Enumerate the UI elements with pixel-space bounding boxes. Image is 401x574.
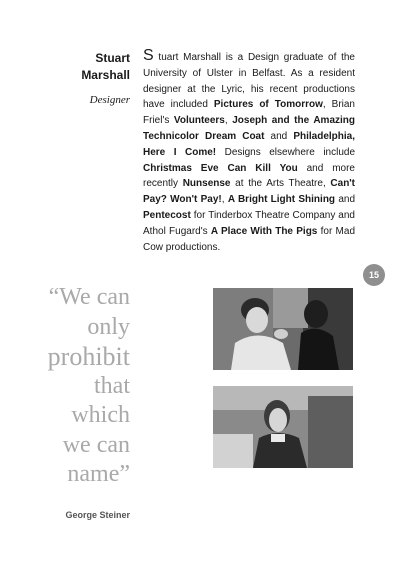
quote-author: George Steiner	[65, 510, 130, 520]
bio-production-title: Christmas Eve Can Kill You	[143, 162, 298, 174]
quote-line: prohibit	[47, 342, 130, 371]
bio-production-title: A Bright Light Shining	[227, 194, 336, 206]
quote-line: that	[94, 372, 130, 399]
bio-text-segment: and	[264, 130, 294, 142]
bio-production-title: A Place With The Pigs	[210, 225, 318, 237]
bio-text-segment: and more recently	[143, 162, 355, 190]
bio-text-segment: for Mad Cow productions.	[143, 225, 356, 253]
bio-text-segment: at the Arts Theatre,	[230, 178, 331, 190]
bio-dropcap: S	[143, 47, 154, 64]
photo-woman-portrait	[213, 386, 353, 468]
pull-quote	[20, 283, 130, 490]
bio-text-segment: Designs elsewhere include	[216, 146, 356, 158]
bio-production-title: Philadelphia, Here I Come!	[143, 130, 355, 158]
bio-text-segment: , Brian Friel's	[143, 99, 355, 127]
bio-text-segment: tuart Marshall is a Design graduate of the University of Ulster in Belfast. As a resident designer at the Lyric, his recent productions have included	[143, 52, 355, 111]
bio-production-title: Joseph and the Amazing Technicolor Dream Coat	[143, 115, 356, 142]
quote-line: name”	[67, 461, 130, 487]
bio-production-title: Volunteers	[173, 115, 225, 127]
page-number-badge: 15	[363, 264, 385, 286]
bio-production-title: Pictures of Tomorrow	[213, 99, 323, 111]
bio-production-title: Pentecost	[143, 209, 191, 221]
bio-text-segment: ,	[221, 194, 228, 206]
biography-text	[143, 47, 356, 255]
person-name	[60, 50, 130, 84]
bio-text-segment: ,	[224, 115, 233, 127]
quote-line: we can	[62, 431, 130, 458]
bio-text-segment: for Tinderbox Theatre Company and Athol Fugard's	[143, 209, 355, 237]
person-role: Designer	[89, 94, 130, 106]
bio-production-title: Nunsense	[182, 178, 231, 190]
bio-production-title: Can't Pay? Won't Pay!	[143, 178, 356, 206]
quote-line: which	[71, 402, 130, 428]
quote-line: only	[87, 313, 130, 340]
person-name-line2: Marshall	[81, 68, 130, 82]
photo-woman-gesturing	[213, 288, 353, 370]
bio-text-segment: and	[335, 194, 356, 206]
quote-line: “We can	[48, 284, 130, 310]
person-name-line1: Stuart	[95, 51, 130, 65]
